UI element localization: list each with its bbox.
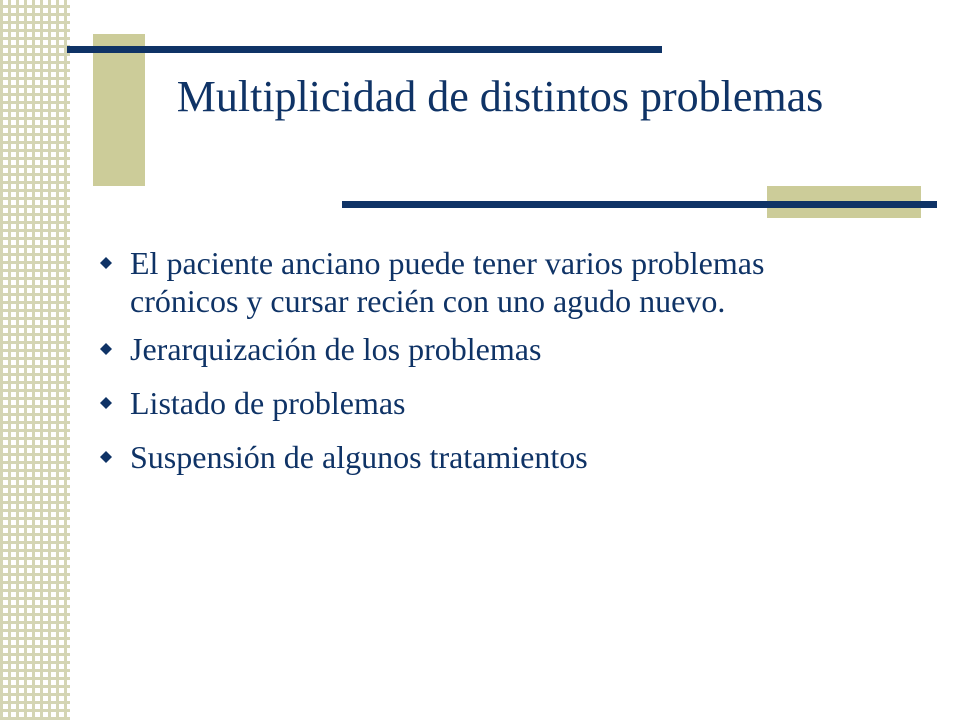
bullet-item bbox=[98, 438, 878, 476]
bullet-text: Suspensión de algunos tratamientos bbox=[130, 439, 588, 475]
diamond-bullet-icon bbox=[100, 451, 112, 463]
diamond-bullet-icon bbox=[100, 257, 112, 269]
bullet-item bbox=[98, 384, 878, 422]
diamond-bullet-icon bbox=[100, 343, 112, 355]
diamond-bullet-icon bbox=[100, 397, 112, 409]
olive-accent-block-top bbox=[93, 34, 145, 186]
bullet-text: Jerarquización de los problemas bbox=[130, 331, 542, 367]
bullet-item bbox=[98, 330, 878, 368]
bullet-item bbox=[98, 244, 878, 320]
bullet-list bbox=[98, 244, 878, 492]
pattern-edge bbox=[70, 0, 72, 720]
title-rule-top bbox=[67, 46, 662, 53]
bullet-text: El paciente anciano puede tener varios problemas crónicos y cursar recién con uno agudo nuevo. bbox=[130, 245, 765, 319]
crosshatch-pattern-strip bbox=[0, 0, 70, 720]
bullet-text: Listado de problemas bbox=[130, 385, 406, 421]
slide-title: Multiplicidad de distintos problemas bbox=[176, 72, 824, 121]
title-rule-bottom bbox=[342, 201, 937, 208]
